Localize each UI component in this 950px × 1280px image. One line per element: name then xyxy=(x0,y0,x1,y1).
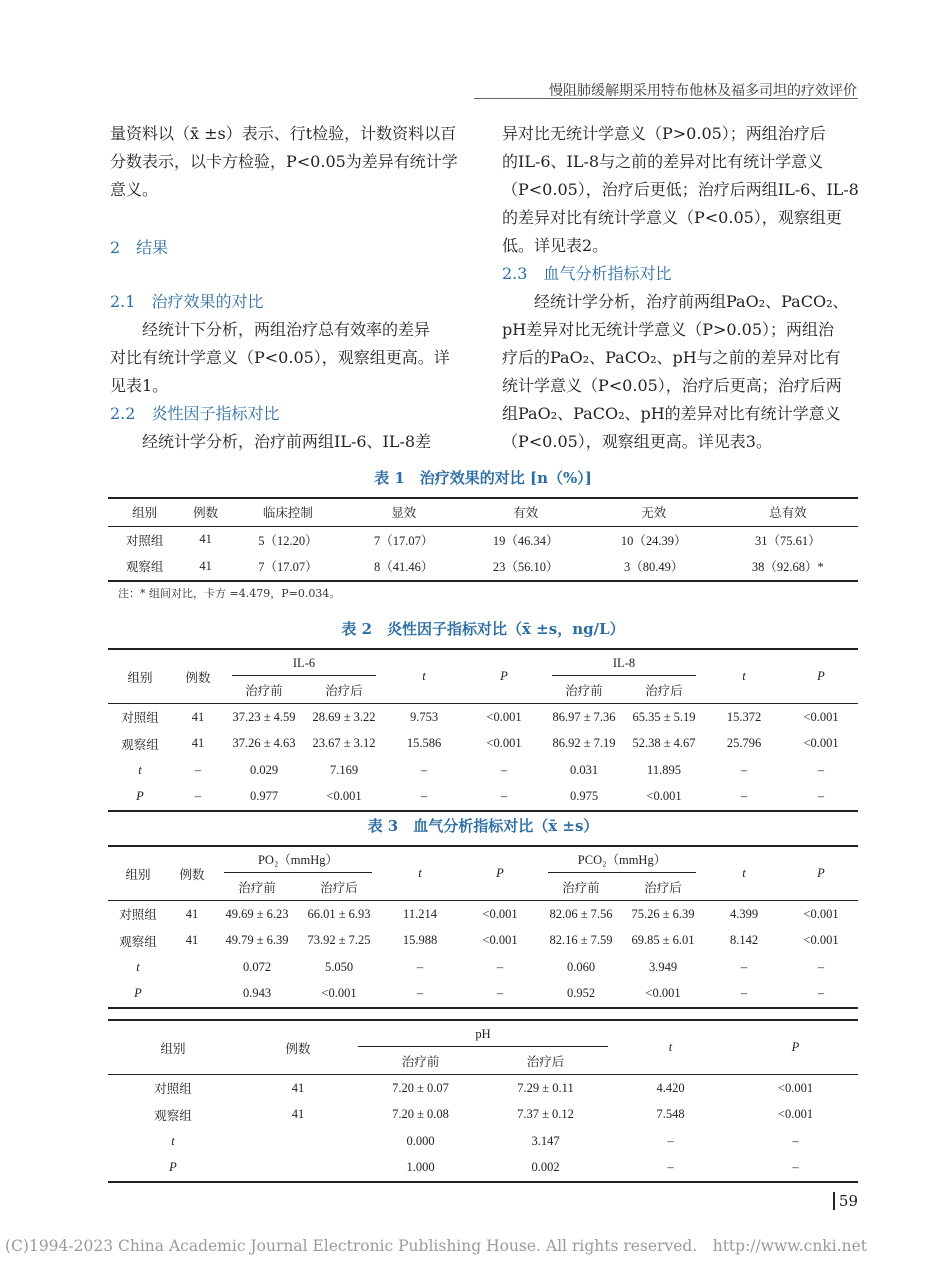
page-number: 59 xyxy=(833,1192,858,1210)
table-cell: – xyxy=(704,981,784,1009)
col-header-before: 治疗前 xyxy=(224,677,304,704)
col-header-before: 治疗前 xyxy=(216,874,298,901)
intro-line-2: 分数表示，以卡方检验，P<0.05为差异有统计学 xyxy=(110,152,458,171)
table-cell: <0.001 xyxy=(803,933,839,948)
table-cell: P xyxy=(108,981,168,1009)
table-row xyxy=(108,757,858,784)
col-header-before: 治疗前 xyxy=(358,1048,483,1075)
table-cell: <0.001 xyxy=(622,981,704,1009)
table-row xyxy=(108,928,858,955)
left-column xyxy=(110,120,470,456)
ph-label: pH xyxy=(358,1022,608,1047)
table-cell: 3（80.49） xyxy=(590,553,718,581)
table-2-caption: 表 2 炎性因子指标对比（x̄ ±s，ng/L） xyxy=(341,620,625,638)
table-cell: <0.001 xyxy=(482,906,518,921)
col-header-t: t xyxy=(380,846,460,901)
table-cell: 0.029 xyxy=(249,762,279,777)
table-cell: 15.372 xyxy=(726,709,762,724)
table-cell: 7.169 xyxy=(329,762,359,777)
il6-label: IL-6 xyxy=(232,651,376,676)
table-1-caption: 表 1 治疗效果的对比 [n（%）] xyxy=(374,469,592,487)
table-cell: 41 xyxy=(185,933,199,948)
col-header-group: 组别 xyxy=(108,649,172,704)
table-cell: 3.949 xyxy=(648,959,678,974)
table-cell: 8.142 xyxy=(729,933,759,948)
table-cell: 41 xyxy=(185,906,199,921)
table-cell: 观察组 xyxy=(154,1108,192,1123)
table-cell: 0.060 xyxy=(566,959,596,974)
col-header-after: 治疗后 xyxy=(622,874,704,901)
s23-line-1: 经统计学分析，治疗前两组PaO₂、PaCO₂、 xyxy=(534,292,849,311)
table-cell: 7.20 ± 0.08 xyxy=(392,1107,449,1122)
table-cell: 5.050 xyxy=(324,959,354,974)
table-cell: 10（24.39） xyxy=(620,533,687,548)
table-cell: – xyxy=(784,981,858,1009)
table-cell: 73.92 ± 7.25 xyxy=(307,933,371,948)
table-cell: 观察组 xyxy=(119,934,157,949)
col-header-ph xyxy=(358,1020,608,1048)
table-cell: 37.26 ± 4.63 xyxy=(232,736,296,751)
table-cell: – xyxy=(740,959,748,974)
col-header-pco2 xyxy=(540,846,704,874)
table-cell: 0.952 xyxy=(540,981,622,1009)
copyright-footer: (C)1994-2023 China Academic Journal Electronic Publishing House. All rights reserved. http://www.cnki.net xyxy=(5,1237,867,1255)
col-header: 显效 xyxy=(346,498,462,526)
il8-label: IL-8 xyxy=(552,651,696,676)
table-cell: <0.001 xyxy=(803,906,839,921)
header-rule xyxy=(474,98,858,99)
table-cell: <0.001 xyxy=(304,784,384,812)
table-cell: – xyxy=(792,1133,799,1148)
col-header-before: 治疗前 xyxy=(540,874,622,901)
table-cell xyxy=(168,954,216,981)
table-cell: – xyxy=(496,959,504,974)
table-cell: 15.586 xyxy=(406,736,442,751)
table-cell: t xyxy=(171,1133,175,1148)
table-cell: – xyxy=(384,784,464,812)
col-header-group: 组别 xyxy=(108,1020,238,1075)
s23-line-2: pH差异对比无统计学意义（P>0.05）；两组治 xyxy=(502,320,834,339)
table-3-ph xyxy=(108,1019,858,1183)
pco2-label: PCO₂（mmHg） xyxy=(548,848,696,873)
table-cell: 0.031 xyxy=(569,762,599,777)
table-cell: P xyxy=(108,1155,238,1183)
col-header-p: P xyxy=(460,846,540,901)
table-cell: – xyxy=(608,1155,733,1183)
table-cell: 7（17.07） xyxy=(374,533,434,548)
table-cell: 28.69 ± 3.22 xyxy=(312,709,376,724)
table-1 xyxy=(108,497,858,582)
table-row xyxy=(108,1155,858,1183)
col-header-n: 例数 xyxy=(172,649,224,704)
table-cell: 7（17.07） xyxy=(230,553,346,581)
table-cell: 49.79 ± 6.39 xyxy=(225,933,289,948)
table-cell: – xyxy=(416,959,424,974)
table-cell: P xyxy=(108,784,172,812)
section-2-heading: 2 结果 xyxy=(110,238,169,257)
table-cell: 38（92.68）* xyxy=(718,553,858,581)
right-column xyxy=(502,120,862,456)
table-cell xyxy=(168,981,216,1009)
col-header-group: 组别 xyxy=(108,846,168,901)
table-cell: 7.20 ± 0.07 xyxy=(392,1080,449,1095)
table-header-row xyxy=(108,1020,858,1048)
table-row xyxy=(108,731,858,758)
table-cell: – xyxy=(194,762,202,777)
table-cell: 对照组 xyxy=(125,533,164,548)
table-cell: 观察组 xyxy=(108,553,181,581)
table-row xyxy=(108,901,858,928)
table-cell: 5（12.20） xyxy=(258,533,318,548)
s21-line-3: 见表1。 xyxy=(110,376,169,395)
table-cell: 69.85 ± 6.01 xyxy=(631,933,695,948)
table-cell: <0.001 xyxy=(777,1080,814,1095)
table-cell: 0.002 xyxy=(483,1155,608,1183)
table-cell: <0.001 xyxy=(486,709,522,724)
table-cell: – xyxy=(667,1133,674,1148)
col-header-before: 治疗前 xyxy=(544,677,624,704)
s23-line-4: 统计学意义（P<0.05），治疗后更高；治疗后两 xyxy=(502,376,842,395)
table-cell: <0.001 xyxy=(803,709,839,724)
col-header: 有效 xyxy=(462,498,590,526)
running-head: 慢阻肺缓解期采用特布他林及福多司坦的疗效评价 xyxy=(549,83,857,99)
table-cell: <0.001 xyxy=(298,981,380,1009)
intro-line-3: 意义。 xyxy=(110,180,159,199)
table-cell: <0.001 xyxy=(803,736,839,751)
col-header-il8 xyxy=(544,649,704,677)
table-cell: – xyxy=(380,981,460,1009)
table-row xyxy=(108,526,858,553)
table-row xyxy=(108,784,858,812)
table-cell: <0.001 xyxy=(482,933,518,948)
col-header: 例数 xyxy=(181,498,230,526)
section-2-2-heading: 2.2 炎性因子指标对比 xyxy=(110,404,280,423)
table-row xyxy=(108,1128,858,1155)
table-cell: <0.001 xyxy=(486,736,522,751)
table-row xyxy=(108,1102,858,1129)
table-cell: 41 xyxy=(191,709,205,724)
table-cell: <0.001 xyxy=(624,784,704,812)
table-header-row xyxy=(108,649,858,677)
table-cell: 41 xyxy=(181,553,230,581)
table-row xyxy=(108,704,858,731)
table-cell: 41 xyxy=(291,1080,305,1095)
table-cell: 3.147 xyxy=(531,1133,560,1148)
table-cell: 1.000 xyxy=(358,1155,483,1183)
table-cell: – xyxy=(704,784,784,812)
table-cell: 11.895 xyxy=(647,762,681,777)
col-header-t: t xyxy=(608,1020,733,1075)
col-header-after: 治疗后 xyxy=(624,677,704,704)
table-cell: 对照组 xyxy=(121,711,159,726)
table-cell: 82.16 ± 7.59 xyxy=(549,933,613,948)
s22-cont-line-2: 的IL-6、IL-8与之前的差异对比有统计学意义 xyxy=(502,152,824,171)
table-2 xyxy=(108,648,858,812)
table-cell: – xyxy=(420,762,428,777)
table-cell: 86.97 ± 7.36 xyxy=(552,709,616,724)
table-cell: 15.988 xyxy=(402,933,438,948)
table-cell: 0.943 xyxy=(216,981,298,1009)
table-cell: 25.796 xyxy=(726,736,762,751)
col-header-il6 xyxy=(224,649,384,677)
table-cell: t xyxy=(136,959,140,974)
section-2-1-heading: 2.1 治疗效果的对比 xyxy=(110,292,264,311)
table-cell: 65.35 ± 5.19 xyxy=(632,709,696,724)
table-cell: 75.26 ± 6.39 xyxy=(631,906,695,921)
table-cell: 9.753 xyxy=(409,709,439,724)
table-row xyxy=(108,1075,858,1102)
col-header-po2 xyxy=(216,846,380,874)
table-cell: 66.01 ± 6.93 xyxy=(307,906,371,921)
col-header-n: 例数 xyxy=(168,846,216,901)
table-cell: – xyxy=(464,784,544,812)
table-cell: 对照组 xyxy=(119,908,157,923)
table-3 xyxy=(108,845,858,1009)
col-header-p: P xyxy=(464,649,544,704)
table-cell: 41 xyxy=(291,1107,305,1122)
table-cell: 41 xyxy=(199,532,212,547)
table-cell: – xyxy=(784,784,858,812)
table-cell: 37.23 ± 4.59 xyxy=(232,709,296,724)
s21-line-1: 经统计下分析，两组治疗总有效率的差异 xyxy=(142,320,431,339)
table-cell: 4.420 xyxy=(656,1080,685,1095)
col-header-after: 治疗后 xyxy=(304,677,384,704)
col-header: 无效 xyxy=(590,498,718,526)
table-cell: 0.975 xyxy=(544,784,624,812)
table-cell: – xyxy=(172,784,224,812)
col-header: 临床控制 xyxy=(230,498,346,526)
col-header-p: P xyxy=(733,1020,858,1075)
col-header-t: t xyxy=(704,649,784,704)
s22-cont-line-4: 的差异对比有统计学意义（P<0.05），观察组更 xyxy=(502,208,842,227)
s22-cont-line-5: 低。详见表2。 xyxy=(502,236,609,255)
table-cell: 86.92 ± 7.19 xyxy=(552,736,616,751)
col-header-p: P xyxy=(784,846,858,901)
s23-line-3: 疗后的PaO₂、PaCO₂、pH与之前的差异对比有 xyxy=(502,348,841,367)
table-cell: t xyxy=(138,762,142,777)
s23-line-6: （P<0.05），观察组更高。详见表3。 xyxy=(502,432,772,451)
table-cell: 31（75.61） xyxy=(755,533,821,548)
s22-line-1: 经统计学分析，治疗前两组IL-6、IL-8差 xyxy=(142,432,432,451)
po2-label: PO₂（mmHg） xyxy=(224,848,372,873)
table-cell: – xyxy=(817,959,825,974)
table-cell: 41 xyxy=(191,736,205,751)
s22-cont-line-1: 异对比无统计学意义（P>0.05）；两组治疗后 xyxy=(502,124,826,143)
col-header-after: 治疗后 xyxy=(298,874,380,901)
table-cell: 7.37 ± 0.12 xyxy=(517,1107,574,1122)
table-cell: 7.548 xyxy=(656,1107,685,1122)
table-cell: 对照组 xyxy=(154,1082,192,1097)
table-cell: <0.001 xyxy=(777,1107,814,1122)
s22-cont-line-3: （P<0.05），治疗后更低；治疗后两组IL-6、IL-8 xyxy=(502,180,859,199)
table-cell: – xyxy=(500,762,508,777)
table-1-note: 注：* 组间对比，卡方 =4.479，P=0.034。 xyxy=(118,587,341,600)
table-cell: 0.000 xyxy=(406,1133,435,1148)
s21-line-2: 对比有统计学意义（P<0.05），观察组更高。详 xyxy=(110,348,450,367)
table-cell: – xyxy=(733,1155,858,1183)
col-header-p: P xyxy=(784,649,858,704)
table-row xyxy=(108,981,858,1009)
table-cell xyxy=(238,1128,358,1155)
col-header: 总有效 xyxy=(718,498,858,526)
col-header: 组别 xyxy=(108,498,181,526)
col-header-t: t xyxy=(704,846,784,901)
table-cell: 49.69 ± 6.23 xyxy=(225,906,289,921)
col-header-t: t xyxy=(384,649,464,704)
table-cell: 观察组 xyxy=(121,737,159,752)
table-cell: 23（56.10） xyxy=(462,553,590,581)
table-cell: 0.072 xyxy=(242,959,272,974)
table-cell: 19（46.34） xyxy=(492,533,559,548)
table-cell: – xyxy=(460,981,540,1009)
table-cell: 52.38 ± 4.67 xyxy=(632,736,696,751)
table-cell: – xyxy=(740,762,748,777)
table-cell: 8（41.46） xyxy=(346,553,462,581)
table-cell: 4.399 xyxy=(729,906,759,921)
section-2-3-heading: 2.3 血气分析指标对比 xyxy=(502,264,672,283)
table-header-row xyxy=(108,498,858,526)
table-cell: 23.67 ± 3.12 xyxy=(312,736,376,751)
table-header-row xyxy=(108,846,858,874)
table-cell xyxy=(238,1155,358,1183)
col-header-n: 例数 xyxy=(238,1020,358,1075)
table-cell: 7.29 ± 0.11 xyxy=(517,1080,574,1095)
table-cell: 82.06 ± 7.56 xyxy=(549,906,613,921)
intro-line-1: 量资料以（x̄ ±s）表示、行t检验，计数资料以百 xyxy=(110,124,457,143)
table-cell: – xyxy=(817,762,825,777)
table-cell: 0.977 xyxy=(224,784,304,812)
table-cell: 11.214 xyxy=(403,906,437,921)
table-3-caption: 表 3 血气分析指标对比（x̄ ±s） xyxy=(367,817,599,835)
table-row xyxy=(108,553,858,581)
col-header-after: 治疗后 xyxy=(483,1048,608,1075)
table-row xyxy=(108,954,858,981)
s23-line-5: 组PaO₂、PaCO₂、pH的差异对比有统计学意义 xyxy=(502,404,841,423)
